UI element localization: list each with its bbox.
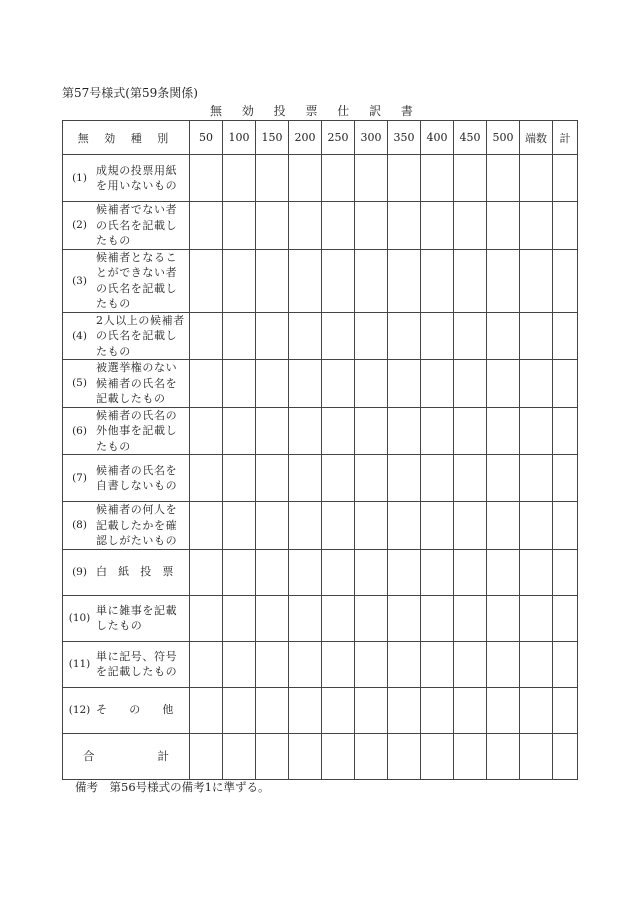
count-cell[interactable] bbox=[223, 549, 256, 595]
count-cell[interactable] bbox=[388, 595, 421, 641]
total-cell[interactable] bbox=[322, 733, 355, 779]
category-text-char: 投 bbox=[140, 565, 152, 579]
column-header: 計 bbox=[553, 121, 578, 155]
count-cell[interactable] bbox=[454, 549, 487, 595]
category-number: (11) bbox=[68, 658, 91, 670]
count-cell[interactable] bbox=[355, 641, 388, 687]
count-cell[interactable] bbox=[553, 549, 578, 595]
count-cell[interactable] bbox=[355, 202, 388, 250]
category-row bbox=[63, 312, 578, 360]
count-cell[interactable] bbox=[421, 502, 454, 550]
category-number: (5) bbox=[72, 377, 87, 390]
count-cell[interactable] bbox=[322, 687, 355, 733]
count-cell[interactable] bbox=[355, 407, 388, 455]
category-label-cell bbox=[63, 407, 190, 455]
count-cell[interactable] bbox=[421, 312, 454, 360]
category-number: (7) bbox=[72, 472, 87, 484]
count-cell[interactable] bbox=[553, 687, 578, 733]
count-cell[interactable] bbox=[421, 549, 454, 595]
total-cell[interactable] bbox=[256, 733, 289, 779]
total-label-cell bbox=[63, 733, 190, 779]
count-cell[interactable] bbox=[520, 687, 553, 733]
column-header: 100 bbox=[223, 121, 256, 155]
count-cell[interactable] bbox=[520, 360, 553, 408]
total-cell[interactable] bbox=[388, 733, 421, 779]
category-text-char: の bbox=[129, 703, 141, 717]
count-cell[interactable] bbox=[487, 249, 520, 312]
count-cell[interactable] bbox=[553, 455, 578, 502]
count-cell[interactable] bbox=[454, 641, 487, 687]
count-cell[interactable] bbox=[190, 595, 223, 641]
total-cell[interactable] bbox=[355, 733, 388, 779]
count-cell[interactable] bbox=[223, 455, 256, 502]
count-cell[interactable] bbox=[190, 202, 223, 250]
category-row bbox=[63, 549, 578, 595]
count-cell[interactable] bbox=[421, 249, 454, 312]
count-cell[interactable] bbox=[487, 549, 520, 595]
count-cell[interactable] bbox=[421, 595, 454, 641]
count-cell[interactable] bbox=[487, 595, 520, 641]
count-cell[interactable] bbox=[487, 155, 520, 202]
category-number: (9) bbox=[72, 566, 87, 578]
count-cell[interactable] bbox=[289, 502, 322, 550]
count-cell[interactable] bbox=[190, 312, 223, 360]
category-text-char: 他 bbox=[162, 703, 174, 717]
column-header: 300 bbox=[355, 121, 388, 155]
count-cell[interactable] bbox=[322, 312, 355, 360]
count-cell[interactable] bbox=[223, 407, 256, 455]
category-text: 2人以上の候補者の氏名を記載したもの bbox=[96, 313, 185, 358]
category-label-cell bbox=[63, 249, 190, 312]
category-label-cell bbox=[63, 687, 190, 733]
category-label-cell bbox=[63, 641, 190, 687]
count-cell[interactable] bbox=[223, 249, 256, 312]
count-cell[interactable] bbox=[388, 202, 421, 250]
count-cell[interactable] bbox=[190, 155, 223, 202]
count-cell[interactable] bbox=[421, 202, 454, 250]
category-number: (6) bbox=[72, 424, 87, 437]
count-cell[interactable] bbox=[190, 687, 223, 733]
count-cell[interactable] bbox=[256, 202, 289, 250]
column-header: 50 bbox=[190, 121, 223, 155]
count-cell[interactable] bbox=[190, 641, 223, 687]
count-cell[interactable] bbox=[454, 249, 487, 312]
count-cell[interactable] bbox=[388, 502, 421, 550]
invalid-ballot-table bbox=[62, 120, 578, 780]
count-cell[interactable] bbox=[553, 360, 578, 408]
count-cell[interactable] bbox=[454, 202, 487, 250]
count-cell[interactable] bbox=[388, 360, 421, 408]
count-cell[interactable] bbox=[289, 595, 322, 641]
form-number: 第57号様式(第59条関係) bbox=[62, 86, 198, 100]
count-cell[interactable] bbox=[256, 249, 289, 312]
count-cell[interactable] bbox=[520, 312, 553, 360]
count-cell[interactable] bbox=[454, 455, 487, 502]
category-text-char: 票 bbox=[162, 565, 174, 579]
document-title: 無 効 投 票 仕 訳 書 bbox=[210, 104, 421, 118]
category-text bbox=[96, 564, 174, 580]
total-cell[interactable] bbox=[520, 733, 553, 779]
count-cell[interactable] bbox=[454, 312, 487, 360]
kind-header: 無 効 種 別 bbox=[63, 121, 190, 155]
total-label-left: 合 bbox=[83, 749, 95, 763]
count-cell[interactable] bbox=[487, 407, 520, 455]
total-cell[interactable] bbox=[487, 733, 520, 779]
count-cell[interactable] bbox=[322, 455, 355, 502]
count-cell[interactable] bbox=[421, 455, 454, 502]
count-cell[interactable] bbox=[289, 687, 322, 733]
category-row bbox=[63, 687, 578, 733]
count-cell[interactable] bbox=[454, 502, 487, 550]
total-cell[interactable] bbox=[553, 733, 578, 779]
count-cell[interactable] bbox=[256, 455, 289, 502]
category-row bbox=[63, 202, 578, 250]
column-header: 450 bbox=[454, 121, 487, 155]
category-label-cell bbox=[63, 360, 190, 408]
count-cell[interactable] bbox=[223, 595, 256, 641]
category-text: 候補者の氏名を自書しないもの bbox=[96, 463, 178, 492]
category-number: (8) bbox=[72, 519, 87, 532]
category-number: (3) bbox=[72, 274, 87, 287]
total-label-right: 計 bbox=[157, 749, 169, 763]
count-cell[interactable] bbox=[322, 360, 355, 408]
count-cell[interactable] bbox=[487, 312, 520, 360]
count-cell[interactable] bbox=[421, 360, 454, 408]
count-cell[interactable] bbox=[289, 249, 322, 312]
category-row bbox=[63, 641, 578, 687]
count-cell[interactable] bbox=[223, 641, 256, 687]
count-cell[interactable] bbox=[223, 202, 256, 250]
count-cell[interactable] bbox=[454, 360, 487, 408]
count-cell[interactable] bbox=[223, 502, 256, 550]
count-cell[interactable] bbox=[388, 641, 421, 687]
count-cell[interactable] bbox=[223, 155, 256, 202]
count-cell[interactable] bbox=[553, 595, 578, 641]
count-cell[interactable] bbox=[388, 455, 421, 502]
count-cell[interactable] bbox=[388, 549, 421, 595]
category-number: (4) bbox=[72, 329, 87, 342]
count-cell[interactable] bbox=[454, 687, 487, 733]
count-cell[interactable] bbox=[520, 407, 553, 455]
category-text bbox=[96, 702, 174, 718]
count-cell[interactable] bbox=[421, 407, 454, 455]
category-label-cell bbox=[63, 202, 190, 250]
count-cell[interactable] bbox=[289, 312, 322, 360]
category-label-cell bbox=[63, 455, 190, 502]
category-row bbox=[63, 155, 578, 202]
count-cell[interactable] bbox=[256, 360, 289, 408]
column-header: 400 bbox=[421, 121, 454, 155]
category-text-char: 紙 bbox=[118, 565, 130, 579]
category-row bbox=[63, 360, 578, 408]
total-cell[interactable] bbox=[223, 733, 256, 779]
count-cell[interactable] bbox=[355, 312, 388, 360]
category-text-char: そ bbox=[96, 703, 108, 717]
count-cell[interactable] bbox=[322, 549, 355, 595]
count-cell[interactable] bbox=[289, 202, 322, 250]
total-row bbox=[63, 733, 578, 779]
count-cell[interactable] bbox=[322, 407, 355, 455]
column-header: 端数 bbox=[520, 121, 553, 155]
category-text: 単に雑事を記載したもの bbox=[96, 603, 178, 632]
count-cell[interactable] bbox=[388, 687, 421, 733]
count-cell[interactable] bbox=[421, 687, 454, 733]
count-cell[interactable] bbox=[520, 502, 553, 550]
category-text: 被選挙権のない候補者の氏名を記載したもの bbox=[96, 361, 178, 405]
count-cell[interactable] bbox=[487, 687, 520, 733]
count-cell[interactable] bbox=[355, 687, 388, 733]
count-cell[interactable] bbox=[388, 155, 421, 202]
category-text-char: 白 bbox=[96, 565, 108, 579]
count-cell[interactable] bbox=[190, 502, 223, 550]
count-cell[interactable] bbox=[388, 312, 421, 360]
count-cell[interactable] bbox=[223, 360, 256, 408]
count-cell[interactable] bbox=[355, 502, 388, 550]
count-cell[interactable] bbox=[553, 249, 578, 312]
count-cell[interactable] bbox=[289, 407, 322, 455]
category-text: 候補者の何人を記載したかを確認しがたいもの bbox=[96, 503, 178, 547]
category-label-cell bbox=[63, 502, 190, 550]
count-cell[interactable] bbox=[487, 455, 520, 502]
category-text: 候補者となることができない者の氏名を記載したもの bbox=[96, 250, 178, 310]
count-cell[interactable] bbox=[322, 249, 355, 312]
total-cell[interactable] bbox=[190, 733, 223, 779]
count-cell[interactable] bbox=[289, 549, 322, 595]
count-cell[interactable] bbox=[289, 155, 322, 202]
count-cell[interactable] bbox=[322, 155, 355, 202]
count-cell[interactable] bbox=[322, 202, 355, 250]
count-cell[interactable] bbox=[256, 312, 289, 360]
total-cell[interactable] bbox=[421, 733, 454, 779]
count-cell[interactable] bbox=[520, 549, 553, 595]
count-cell[interactable] bbox=[487, 502, 520, 550]
count-cell[interactable] bbox=[355, 155, 388, 202]
category-number: (1) bbox=[72, 172, 87, 184]
category-number: (2) bbox=[72, 219, 87, 232]
count-cell[interactable] bbox=[223, 312, 256, 360]
header-row bbox=[63, 121, 578, 155]
category-number: (10) bbox=[68, 612, 91, 624]
count-cell[interactable] bbox=[190, 249, 223, 312]
count-cell[interactable] bbox=[388, 249, 421, 312]
count-cell[interactable] bbox=[190, 455, 223, 502]
category-row bbox=[63, 455, 578, 502]
count-cell[interactable] bbox=[553, 407, 578, 455]
count-cell[interactable] bbox=[355, 595, 388, 641]
count-cell[interactable] bbox=[553, 502, 578, 550]
category-number: (12) bbox=[68, 704, 91, 716]
count-cell[interactable] bbox=[553, 641, 578, 687]
count-cell[interactable] bbox=[256, 549, 289, 595]
count-cell[interactable] bbox=[520, 155, 553, 202]
category-row bbox=[63, 249, 578, 312]
count-cell[interactable] bbox=[487, 641, 520, 687]
count-cell[interactable] bbox=[388, 407, 421, 455]
count-cell[interactable] bbox=[553, 202, 578, 250]
count-cell[interactable] bbox=[256, 687, 289, 733]
count-cell[interactable] bbox=[355, 360, 388, 408]
count-cell[interactable] bbox=[355, 249, 388, 312]
category-label-cell bbox=[63, 155, 190, 202]
remark-note: 備考 第56号様式の備考1に準ずる。 bbox=[75, 780, 270, 794]
category-text: 候補者の氏名の外他事を記載したもの bbox=[96, 408, 178, 453]
count-cell[interactable] bbox=[520, 641, 553, 687]
count-cell[interactable] bbox=[256, 155, 289, 202]
count-cell[interactable] bbox=[487, 360, 520, 408]
category-row bbox=[63, 502, 578, 550]
count-cell[interactable] bbox=[355, 455, 388, 502]
count-cell[interactable] bbox=[454, 155, 487, 202]
count-cell[interactable] bbox=[256, 641, 289, 687]
count-cell[interactable] bbox=[256, 502, 289, 550]
column-header: 150 bbox=[256, 121, 289, 155]
count-cell[interactable] bbox=[520, 455, 553, 502]
count-cell[interactable] bbox=[520, 595, 553, 641]
column-header: 350 bbox=[388, 121, 421, 155]
count-cell[interactable] bbox=[322, 641, 355, 687]
count-cell[interactable] bbox=[520, 202, 553, 250]
count-cell[interactable] bbox=[355, 549, 388, 595]
count-cell[interactable] bbox=[322, 595, 355, 641]
total-cell[interactable] bbox=[454, 733, 487, 779]
count-cell[interactable] bbox=[289, 360, 322, 408]
category-text: 成規の投票用紙を用いないもの bbox=[96, 163, 178, 192]
count-cell[interactable] bbox=[553, 155, 578, 202]
category-row bbox=[63, 595, 578, 641]
count-cell[interactable] bbox=[256, 407, 289, 455]
count-cell[interactable] bbox=[322, 502, 355, 550]
category-text: 単に記号、符号を記載したもの bbox=[96, 649, 178, 678]
category-label-cell bbox=[63, 312, 190, 360]
category-label-cell bbox=[63, 595, 190, 641]
count-cell[interactable] bbox=[487, 202, 520, 250]
count-cell[interactable] bbox=[553, 312, 578, 360]
count-cell[interactable] bbox=[520, 249, 553, 312]
count-cell[interactable] bbox=[289, 641, 322, 687]
column-header: 500 bbox=[487, 121, 520, 155]
category-text: 候補者でない者の氏名を記載したもの bbox=[96, 203, 178, 247]
count-cell[interactable] bbox=[421, 641, 454, 687]
column-header: 200 bbox=[289, 121, 322, 155]
count-cell[interactable] bbox=[190, 407, 223, 455]
count-cell[interactable] bbox=[421, 155, 454, 202]
count-cell[interactable] bbox=[190, 549, 223, 595]
category-row bbox=[63, 407, 578, 455]
category-label-cell bbox=[63, 549, 190, 595]
count-cell[interactable] bbox=[223, 687, 256, 733]
count-cell[interactable] bbox=[454, 595, 487, 641]
total-cell[interactable] bbox=[289, 733, 322, 779]
count-cell[interactable] bbox=[454, 407, 487, 455]
column-header: 250 bbox=[322, 121, 355, 155]
count-cell[interactable] bbox=[190, 360, 223, 408]
count-cell[interactable] bbox=[289, 455, 322, 502]
count-cell[interactable] bbox=[256, 595, 289, 641]
